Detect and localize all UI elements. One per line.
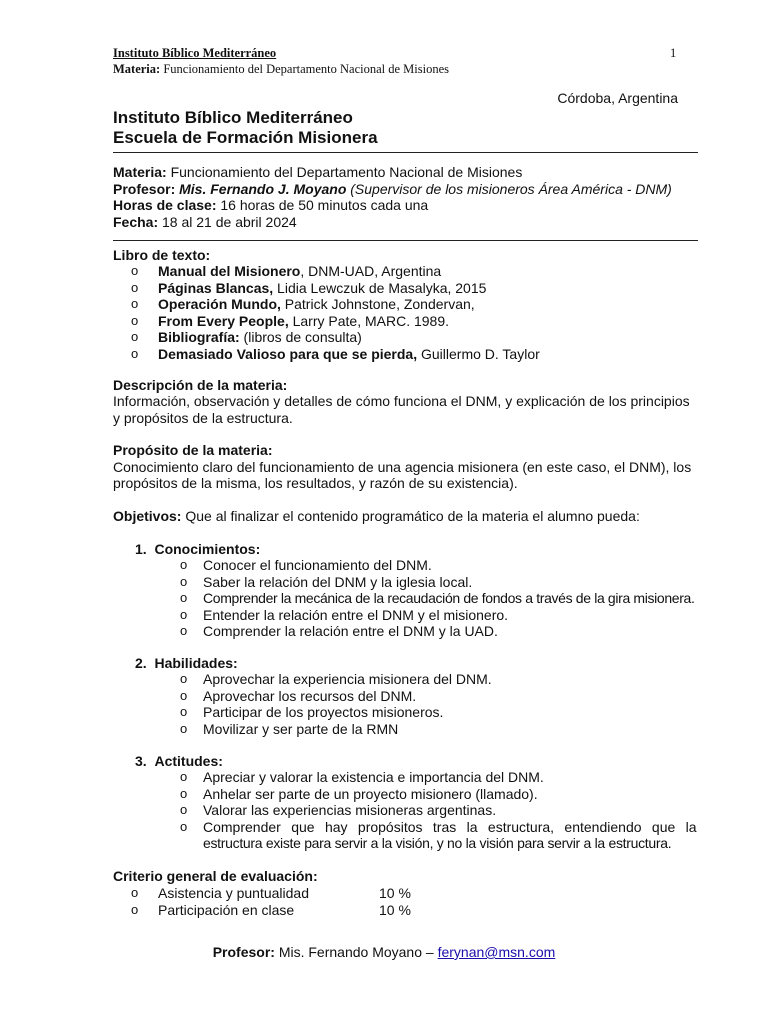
textbook-item (113, 313, 540, 330)
bullet-icon: o (131, 312, 139, 328)
evaluation-item (113, 885, 513, 902)
bullet-icon: o (180, 606, 188, 622)
group-title: Conocimientos: (154, 541, 261, 557)
bullet-icon: o (131, 263, 139, 278)
objective-item (113, 557, 695, 574)
objectives-intro-text: Que al finalizar el contenido programático de la materia el alumno pueda: (181, 508, 640, 524)
bullet-icon: o (131, 901, 139, 917)
bullet-icon: o (180, 590, 187, 605)
divider (113, 152, 698, 153)
bullet-icon: o (131, 885, 139, 900)
footer (0, 944, 768, 960)
course-materia (113, 164, 522, 181)
purpose-line: Conocimiento claro del funcionamiento de una agencia misionera (en este caso, el DNM), los (113, 459, 692, 475)
textbook-title: Demasiado Valioso para que se pierda, (158, 345, 418, 362)
profesor-label: Profesor: (113, 181, 176, 197)
objective-text: Aprovechar la experiencia misionera del DNM. (203, 671, 492, 687)
textbook-item (113, 329, 540, 346)
objective-text: Entender la relación entre el DNM y el misionero. (203, 606, 509, 623)
bullet-icon: o (180, 671, 188, 686)
textbook-details: Guillermo D. Taylor (417, 345, 540, 362)
objective-text: Comprender la mecánica de la recaudación de fondos a través de la gira misionera. (203, 590, 695, 606)
objective-text: Apreciar y valorar la existencia e importancia del DNM. (203, 769, 544, 785)
divider (113, 240, 698, 241)
fecha-value: 18 al 21 de abril 2024 (162, 214, 297, 230)
evaluation-list (113, 885, 513, 918)
objective-group-title (135, 753, 223, 769)
objective-text: Conocer el funcionamiento del DNM. (203, 557, 432, 573)
textbook-details: , DNM-UAD, Argentina (300, 263, 442, 279)
textbook-details: Patrick Johnstone, Zondervan, (280, 296, 475, 312)
objective-list (113, 769, 697, 852)
objective-text: Comprender que hay propósitos tras la estructura, entendiendo que la (203, 818, 697, 835)
objective-group-title (135, 541, 260, 557)
objective-text: Participar de los proyectos misioneros. (203, 704, 444, 720)
running-header-materia-value: Funcionamiento del Departamento Nacional de Misiones (163, 62, 450, 76)
profesor-note: (Supervisor de los misioneros Área América - DNM) (350, 181, 672, 197)
evaluation-label: Asistencia y puntualidad (158, 885, 309, 901)
group-number: 2. (135, 655, 147, 671)
horas-label: Horas de clase: (113, 197, 217, 213)
location: Córdoba, Argentina (557, 90, 678, 106)
objective-text: Anhelar ser parte de un proyecto misionero (llamado). (203, 785, 538, 802)
bullet-icon: o (180, 704, 188, 719)
bullet-icon: o (131, 296, 139, 311)
objective-text: Comprender la relación entre el DNM y la UAD. (203, 623, 498, 639)
objective-item (113, 607, 695, 624)
email-link[interactable]: ferynan@msn.com (437, 944, 556, 960)
bullet-icon: o (180, 720, 188, 736)
objective-text: estructura existe para servir a la visión, y no la visión para servir a la estructura. (203, 835, 672, 851)
bullet-icon: o (180, 769, 188, 784)
materia-value: Funcionamiento del Departamento Nacional de Misiones (170, 164, 523, 180)
objective-item (113, 688, 492, 705)
objective-list (113, 671, 492, 737)
objective-item (113, 590, 695, 607)
textbook-item (113, 263, 540, 280)
evaluation-percentage: 10 % (379, 885, 411, 901)
objective-text: Aprovechar los recursos del DNM. (203, 687, 417, 704)
materia-label: Materia: (113, 164, 167, 180)
objective-item (113, 574, 695, 591)
description-line: Información, observación y detalles de cómo funciona el DNM, y explicación de los principios (113, 393, 690, 409)
title-institute: Instituto Bíblico Mediterráneo (113, 108, 353, 127)
objective-item (113, 623, 695, 640)
page-number: 1 (670, 46, 677, 60)
group-number: 3. (135, 753, 147, 769)
textbook-details: (libros de consulta) (239, 329, 362, 345)
course-profesor (113, 181, 672, 198)
evaluation-item (113, 902, 513, 919)
course-fecha (113, 214, 297, 231)
group-title: Actitudes: (154, 753, 223, 769)
fecha-label: Fecha: (113, 214, 159, 230)
objective-item (113, 704, 492, 721)
textbook-details: Lidia Lewczuk de Masalyka, 2015 (273, 279, 487, 296)
footer-label: Profesor: (212, 944, 275, 960)
objective-item (113, 819, 697, 836)
bullet-icon: o (131, 279, 139, 295)
textbook-title: Bibliografía: (158, 329, 240, 345)
bullet-icon: o (131, 345, 139, 361)
objectives-intro (113, 508, 640, 525)
textbook-title: Operación Mundo, (158, 296, 281, 312)
textbook-title: Páginas Blancas, (158, 279, 274, 296)
objective-item (113, 721, 492, 738)
textbook-title: Manual del Misionero (158, 263, 301, 279)
textbook-title: From Every People, (158, 312, 289, 329)
objective-item (113, 671, 492, 688)
group-number: 1. (135, 541, 147, 557)
group-title: Habilidades: (154, 655, 238, 671)
running-header-materia (113, 62, 449, 77)
objective-item (113, 802, 697, 819)
bullet-icon: o (180, 557, 188, 572)
objective-text: Saber la relación del DNM y la iglesia local. (203, 573, 473, 590)
textbook-list (113, 263, 540, 362)
evaluation-label: Participación en clase (158, 901, 295, 918)
textbooks-heading: Libro de texto: (113, 247, 211, 263)
objective-item (113, 769, 697, 786)
bullet-icon: o (180, 623, 188, 638)
horas-value: 16 horas de 50 minutos cada una (220, 197, 429, 213)
textbook-details: Larry Pate, MARC. 1989. (288, 312, 450, 329)
objective-list (113, 557, 695, 640)
bullet-icon: o (180, 802, 188, 817)
objective-group-title (135, 655, 238, 671)
running-header-institute: Instituto Bíblico Mediterráneo (113, 46, 277, 60)
textbook-item (113, 346, 540, 363)
objective-item-continuation (113, 835, 697, 852)
profesor-name: Mis. Fernando J. Moyano (179, 181, 347, 197)
course-horas (113, 197, 428, 214)
bullet-icon: o (180, 573, 188, 589)
textbook-item (113, 280, 540, 297)
objective-text: Valorar las experiencias misioneras argentinas. (203, 802, 497, 818)
objective-item (113, 786, 697, 803)
purpose-heading: Propósito de la materia: (113, 442, 273, 458)
bullet-icon: o (180, 785, 188, 801)
running-header-materia-label: Materia: (113, 62, 161, 76)
objective-text: Movilizar y ser parte de la RMN (203, 720, 399, 737)
bullet-icon: o (131, 329, 139, 344)
bullet-icon: o (180, 818, 188, 834)
title-school: Escuela de Formación Misionera (113, 128, 378, 147)
textbook-item (113, 296, 540, 313)
description-line: y propósitos de la estructura. (113, 410, 293, 426)
objectives-label: Objetivos: (113, 508, 182, 524)
description-heading: Descripción de la materia: (113, 377, 288, 393)
evaluation-percentage: 10 % (379, 901, 411, 918)
evaluation-heading: Criterio general de evaluación: (113, 868, 318, 884)
bullet-icon: o (180, 687, 188, 703)
footer-name: Mis. Fernando Moyano – (274, 944, 438, 960)
purpose-line: propósitos de la misma, los resultados, y razón de su existencia). (113, 475, 518, 491)
